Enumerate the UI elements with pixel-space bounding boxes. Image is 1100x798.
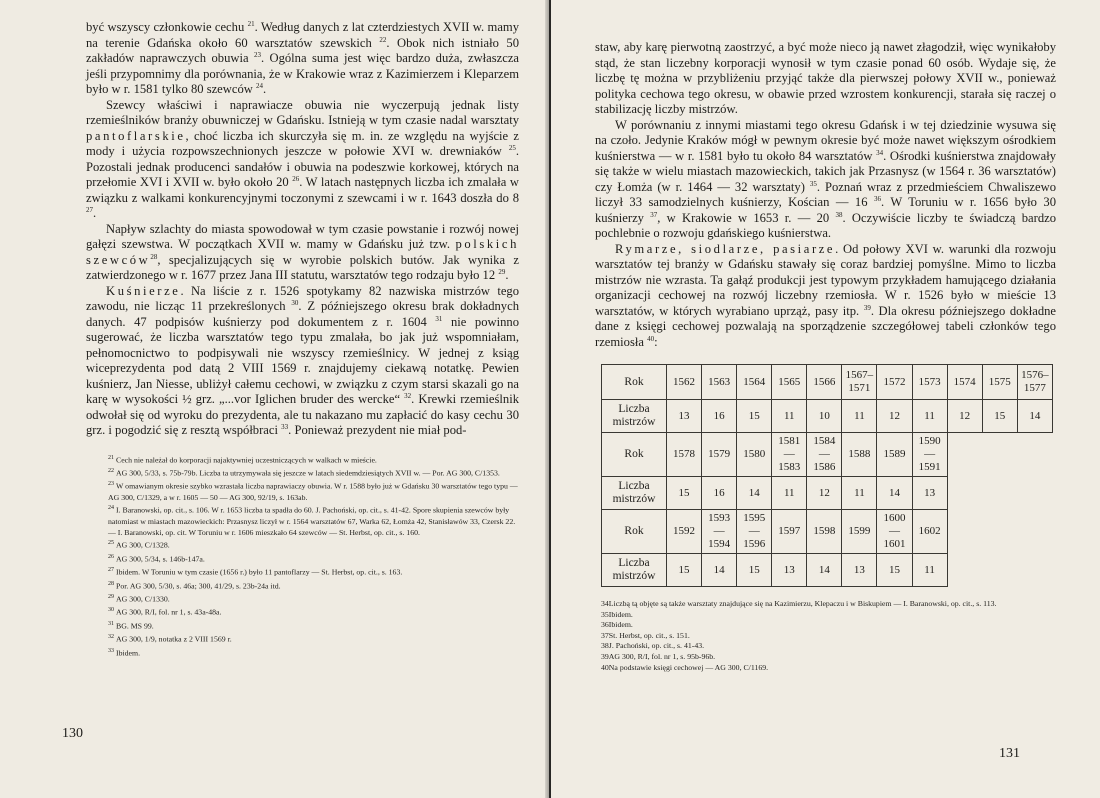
right-footnotes — [595, 599, 1056, 673]
table-cell-count: 11 — [772, 477, 807, 510]
footnote: $^{33}$ Ibidem. — [108, 647, 141, 658]
footnote-ref: 31 — [435, 314, 443, 323]
footnote-number: 27 — [108, 567, 114, 574]
footnote-number: 31 — [108, 620, 114, 627]
table-cell-year: 1599 — [842, 510, 877, 554]
footnote: 38J. Pachoński, op. cit., s. 41-43. — [601, 641, 705, 651]
footnote-ref: 35 — [809, 179, 817, 188]
table-head-count: Liczba mistrzów — [602, 400, 667, 433]
spaced-term: Rymarze, siodlarze, pasiarze — [615, 241, 836, 256]
left-paragraph: Szewcy właściwi i naprawiacze obuwia nie wyczerpują jednak listy rzemieślników branży obuwniczej w Gdańsku. Istnieją w tym czasie nadal warsztaty pantoflarskie, choć liczba ich skurczyła się m. in. ze względu na wyjście z mody i użycia rozpowszechnionych jeszcze w połowie XVI w. drewniaków $^{25}$. Pozostali jednak producenci sandałów i obuwia na podeszwie korkowej, których na przełomie XVI i XVII w. było około 20 $^{26}$. W latach następnych liczba ich zmalała w związku z walkami konkurencyjnymi toczonymi z szewcami i w r. 1643 doszła do 8 $^{27}$. — [86, 97, 519, 220]
table-cell-count: 14 — [1017, 400, 1052, 433]
footnote-number: 36 — [601, 620, 609, 630]
table-head-year: Rok — [602, 510, 667, 554]
footnote: 39AG 300, R/I, fol. nr 1, s. 95b-96b. — [601, 651, 716, 661]
table-cell-count: 14 — [807, 554, 842, 587]
footnote-ref: 36 — [873, 194, 881, 203]
table-cell-year: 1564 — [737, 365, 772, 400]
table-cell-year: 1576–1577 — [1017, 365, 1052, 400]
footnote-number: 24 — [108, 505, 114, 512]
right-paragraph: W porównaniu z innymi miastami tego okresu Gdańsk i w tej dziedzinie wysuwa się na czoło. Jedynie Kraków mógł w pewnym okresie być może nawet większym ośrodkiem kuśnierstwa — w r. 1581 było tu około 84 warsztatów $^{34}$. Ośrodki kuśnierstwa znajdowały się także w wielu miastach mazowieckich, takich jak Przasnysz (w 1564 r. 36 warsztatów) czy Łomża (w r. 1464 — 32 warsztaty) $^{35}$. Poznań wraz z przedmieściem Chwaliszewo liczył 33 samodzielnych kuśnierzy, Kościan — 16 $^{36}$. W Toruniu w r. 1656 było 30 kuśnierzy $^{37}$, w Krakowie w 1653 r. — 20 $^{38}$. Oczywiście liczby te świadczą bardzo pochlebnie o rozwoju gdańskiego kuśnierstwa. — [595, 117, 1057, 240]
footnote-ref: 30 — [291, 298, 299, 307]
footnote: 36Ibidem. — [601, 620, 633, 630]
footnote-number: 22 — [108, 467, 114, 474]
spaced-term: pantoflarskie — [86, 128, 186, 143]
footnote-ref: 33 — [281, 422, 289, 431]
table-row-years — [602, 365, 1053, 400]
footnote-number: 37 — [601, 630, 609, 640]
footnote-number: 23 — [108, 481, 114, 488]
table-cell-year: 1573 — [912, 365, 947, 400]
table-cell-count: 11 — [772, 400, 807, 433]
table-cell-count: 16 — [702, 400, 737, 433]
footnote-number: 26 — [108, 553, 114, 560]
right-page — [551, 0, 1100, 798]
table-cell-count: 12 — [807, 477, 842, 510]
footnote-ref: 29 — [498, 267, 506, 276]
footnote-number: 29 — [108, 594, 114, 601]
footnote-number: 38 — [601, 641, 609, 651]
footnote-number: 35 — [601, 609, 609, 619]
table-cell-count: 14 — [877, 477, 912, 510]
right-body-text — [595, 40, 1056, 350]
footnote: $^{29}$ AG 300, C/1330. — [108, 594, 170, 604]
table-cell-year: 1595—1596 — [737, 510, 772, 554]
table-cell-year: 1578 — [667, 433, 702, 477]
table-cell-count: 11 — [842, 477, 877, 510]
table-head-year: Rok — [602, 433, 667, 477]
table-cell-year: 1598 — [807, 510, 842, 554]
table-cell-year: 1574 — [947, 365, 982, 400]
table-cell-year: 1562 — [667, 365, 702, 400]
table-row-years — [602, 510, 1053, 554]
footnote: $^{22}$ AG 300, 5/33, s. 75b-79b. Liczba ta utrzymywała się jeszcze w latach siedemdziesiątych XVII w. — Por. AG 300, C/1353. — [108, 467, 500, 478]
table-cell-count: 11 — [842, 400, 877, 433]
table-cell-year: 1581—1583 — [772, 433, 807, 477]
harness-makers-table — [601, 364, 1053, 587]
footnote-number: 28 — [108, 580, 114, 587]
left-footnotes — [86, 453, 519, 659]
table-row-counts — [602, 400, 1053, 433]
footnote-number: 30 — [108, 607, 114, 614]
table-cell-count: 15 — [667, 554, 702, 587]
table-cell-count: 13 — [912, 477, 947, 510]
table-cell-year: 1588 — [842, 433, 877, 477]
table-cell-year: 1567–1571 — [842, 365, 877, 400]
footnote-ref: 25 — [508, 143, 516, 152]
footnote-number: 32 — [108, 634, 114, 641]
table-cell-year: 1579 — [702, 433, 737, 477]
page-number-right: 131 — [999, 746, 1020, 761]
footnote-number: 39 — [601, 651, 609, 661]
footnote: $^{24}$ I. Baranowski, op. cit., s. 106. W r. 1653 liczba ta spadła do 60. J. Pachoński, op. cit., s. 41-42. Spore skupienia szewców były natomiast w miastach mazowieckich: Przasnysz liczył w r. 1564 warsztatów 67, Warka 62, Łomża 42, Stanisławów 33, Czersk 22. — I. Baranowski, op. cit. W Toruniu w r. 1606 mieszkało 64 szewców — St. Herbst, op. cit., s. 160. — [108, 505, 516, 537]
table-cell-year: 1593—1594 — [702, 510, 737, 554]
footnote-number: 21 — [108, 454, 114, 461]
left-paragraph: być wszyscy członkowie cechu $^{21}$. Według danych z lat czterdziestych XVII w. mamy na terenie Gdańska około 60 warsztatów szewskich $^{22}$. Obok nich istniało 50 zakładów naprawczych obuwia $^{23}$. Ogólna suma jest więc bardzo duża, zwłaszcza jeśli przypomnimy dla porównania, że w Krakowie wraz z Kazimierzem i Kleparzem było w r. 1581 tylko 80 szewców $^{24}$. — [86, 19, 520, 96]
table-row-counts — [602, 477, 1053, 510]
footnote-number: 33 — [108, 647, 114, 654]
footnote: $^{25}$ AG 300, C/1328. — [108, 540, 170, 551]
footnote: $^{28}$ Por. AG 300, 5/30, s. 46a; 300, 41/29, s. 23b-24a itd. — [108, 580, 281, 591]
table-cell-count: 15 — [982, 400, 1017, 433]
table-cell-year: 1566 — [807, 365, 842, 400]
footnote-ref: 27 — [86, 205, 93, 214]
table-head-count: Liczba mistrzów — [602, 554, 667, 587]
table-cell-year: 1572 — [877, 365, 912, 400]
table-cell-year: 1563 — [702, 365, 737, 400]
footnote-number: 40 — [601, 662, 609, 672]
footnote-ref: 37 — [650, 210, 658, 219]
footnote-number: 25 — [108, 540, 114, 547]
footnote-ref: 21 — [247, 19, 255, 28]
footnote: $^{30}$ AG 300, R/I, fol. nr 1, s. 43a-48a. — [108, 607, 222, 617]
table-head-count: Liczba mistrzów — [602, 477, 667, 510]
table-row-counts — [602, 554, 1053, 587]
table-cell-count: 16 — [702, 477, 737, 510]
footnote-ref: 23 — [253, 50, 261, 59]
table-cell-count: 10 — [807, 400, 842, 433]
page-number-left: 130 — [62, 726, 83, 741]
footnote: $^{32}$ AG 300, 1/9, notatka z 2 VIII 1569 r. — [108, 634, 232, 644]
left-page — [0, 0, 549, 798]
table-cell-year: 1565 — [772, 365, 807, 400]
table-cell-count: 13 — [667, 400, 702, 433]
table-cell-year: 1590—1591 — [912, 433, 947, 477]
right-paragraph: staw, aby karę pierwotną zaostrzyć, a być może nieco ją nawet złagodził, więc wynikałoby stąd, że stan liczebny korporacji wynosił w tym czasie ponad 60 osób. Wydaje się, że liczbę tę można w przybliżeniu przyjąć także dla pierwszej połowy XVII w., ponieważ polityka cechowa tego okresu, w obawie przed wzrostem konkurencji, starała się raczej o stabilizację liczby mistrzów. — [595, 40, 1056, 116]
table-cell-count: 15 — [737, 554, 772, 587]
table-cell-count: 14 — [702, 554, 737, 587]
footnote: $^{21}$ Cech nie należał do korporacji najaktywniej uczestniczących w walkach w mieście. — [108, 454, 377, 465]
footnote: 37St. Herbst, op. cit., s. 151. — [601, 630, 690, 640]
table-cell-year: 1589 — [877, 433, 912, 477]
table-cell-count: 12 — [947, 400, 982, 433]
left-body-text — [86, 20, 519, 439]
footnote-ref: 34 — [876, 148, 884, 157]
footnote: $^{27}$ Ibidem. W Toruniu w tym czasie (1656 r.) było 11 pantoflarzy — St. Herbst, op. cit., s. 163. — [108, 567, 403, 577]
footnote-ref: 38 — [835, 210, 843, 219]
table-cell-count: 15 — [667, 477, 702, 510]
footnote: 40Na podstawie księgi cechowej — AG 300, C/1169. — [601, 662, 769, 672]
table-cell-year: 1580 — [737, 433, 772, 477]
table-cell-count: 13 — [842, 554, 877, 587]
footnote-ref: 26 — [292, 174, 300, 183]
table-cell-year: 1600—1601 — [877, 510, 912, 554]
table-cell-count: 12 — [877, 400, 912, 433]
footnote-ref: 32 — [404, 391, 412, 400]
table-cell-year: 1584—1586 — [807, 433, 842, 477]
footnote: $^{23}$ W omawianym okresie szybko wzrastała liczba naprawiaczy obuwia. W r. 1588 było już w Gdańsku 30 warsztatów tego typu — AG 300, C/1329, a w r. 1605 — 50 — AG 300, 92/19, s. 163ab. — [108, 481, 518, 502]
right-paragraph: Rymarze, siodlarze, pasiarze. Od połowy XVI w. warunki dla rozwoju warsztatów tej branży w Gdańsku stawały się coraz bardziej pomyślne. Mimo to liczba mistrzów nie wzrasta. Ta gałąź produkcji jest typowym przykładem hamującego działania organizacji cechowej na rozwój liczebny rzemiosła. W r. 1526 było w mieście 13 warsztatów, w których wyrabiano uprząż, pasy itp. $^{39}$. Dla okresu późniejszego dokładne dane z księgi cechowej pozwalają na sporządzenie szczegółowej tabeli członków tego rzemiosła $^{40}$: — [595, 241, 1057, 349]
spaced-term: polskich szewców — [86, 237, 519, 267]
footnote: $^{31}$ BG. MS 99. — [108, 620, 154, 631]
table-cell-year: 1575 — [982, 365, 1017, 400]
table-row-years — [602, 433, 1053, 477]
left-paragraph: Napływ szlachty do miasta spowodował w tym czasie powstanie i rozwój nowej gałęzi szewstwa. W początkach XVII w. mamy w Gdańsku już tzw. polskich szewców$^{28}$, specjalizujących się w wyrobie polskich butów. Jak wynika z zatwierdzonego w r. 1677 przez Jana III statutu, warsztatów tego rodzaju było 12 $^{29}$. — [86, 221, 519, 282]
footnote: 34Liczbą tą objęte są także warsztaty znajdujące się na Kazimierzu, Klepaczu i w Biskupiem — I. Baranowski, op. cit., s. 113. — [601, 599, 997, 608]
spaced-term: Kuśnierze — [106, 283, 181, 298]
table-cell-year: 1592 — [667, 510, 702, 554]
footnote-ref: 22 — [379, 35, 387, 44]
footnote-ref: 28 — [150, 252, 158, 261]
footnote-ref: 40 — [647, 334, 655, 343]
footnote-ref: 24 — [256, 81, 263, 90]
table-cell-year: 1597 — [772, 510, 807, 554]
table-head-year: Rok — [602, 365, 667, 400]
table-cell-count: 15 — [877, 554, 912, 587]
table-cell-count: 11 — [912, 400, 947, 433]
table-cell-count: 14 — [737, 477, 772, 510]
table-cell-count: 15 — [737, 400, 772, 433]
footnote-ref: 39 — [863, 303, 871, 312]
footnote: 35Ibidem. — [601, 609, 633, 619]
table-cell-year: 1602 — [912, 510, 947, 554]
footnote: $^{26}$ AG 300, 5/34, s. 146b-147a. — [108, 553, 205, 564]
table-cell-count: 11 — [912, 554, 947, 587]
left-paragraph: Kuśnierze. Na liście z r. 1526 spotykamy 82 nazwiska mistrzów tego zawodu, nie licząc 11 przekreślonych $^{30}$. Z późniejszego okresu brak dokładnych danych. 47 podpisów kuśnierzy pod dokumentem z r. 1604 $^{31}$ nie powinno sugerować, że liczba warsztatów tego typu zmalała, bo jak już wspomniałam, pełnomocnictwo to podpisywali nie wszyscy rzemieślnicy. W jednej z ksiąg wiceprezydenta pod datą 2 VIII 1569 r. znajdujemy ciekawą notatkę. Pewien kuśnierz, Jan Niesse, ubliżył całemu cechowi, w związku z czym starsi skazali go na karę w wysokości ½ grz. „...vor Iglichen bruder des wercke“ $^{32}$. Krewki rzemieślnik odwołał się od wyroku do prezydenta, ale tu nakazano mu zapłacić do kasy cechu 30 grz. i pogodzić się z resztą współbraci $^{33}$. Ponieważ prezydent nie miał pod- — [86, 283, 519, 437]
table-cell-count: 13 — [772, 554, 807, 587]
footnote-number: 34 — [601, 599, 609, 608]
